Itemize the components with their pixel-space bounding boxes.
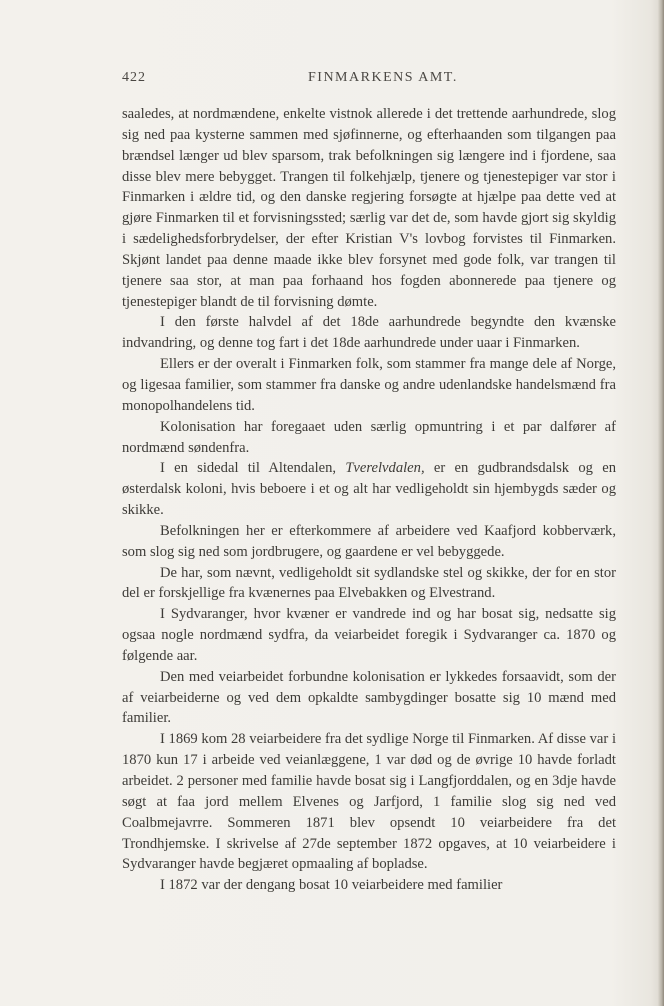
paragraph-text: er en gudbrandsdalsk og en østerdalsk koloni, hvis beboere i et og alt har vedligeholdt sin hjembygds sæder og skikke.: [122, 460, 616, 519]
place-name-italic: Tverelvdalen,: [345, 460, 425, 477]
paragraph: I 1869 kom 28 veiarbeidere fra det sydlige Norge til Finmarken. Af disse var i 1870 kun 17 i arbeide ved veianlæggene, 1 var død og de øvrige 10 havde forladt arbeidet. 2 personer med familie havde bosat sig i Langfjorddalen, og en 3dje havde søgt at faa jord mellem Elvenes og Jarfjord, 1 familie slog sig ned ved Coalbmejavrre. Sommeren 1871 blev opsendt 10 veiarbeidere fra det Trondhjemske. I skrivelse af 27de september 1872 opgaves, at 10 veiarbeidere i Sydvaranger havde begjæret opmaaling af bopladse.: [122, 731, 616, 873]
running-title: FINMARKENS AMT.: [308, 70, 458, 85]
paragraph: Den med veiarbeidet forbundne kolonisation er lykkedes forsaavidt, som der af veiarbeiderne og ved dem opkaldte sambygdinger bosatte sig 10 mænd med familier.: [122, 668, 616, 727]
paragraph-text: I en sidedal til Altendalen,: [160, 460, 346, 477]
paragraph: Befolkningen her er efterkommere af arbeidere ved Kaafjord kobberværk, som slog sig ned som jordbrugere, og gaardene er vel bebyggede.: [122, 522, 616, 560]
running-header: [122, 70, 616, 90]
body-text: [122, 104, 616, 896]
paragraph: Ellers er der overalt i Finmarken folk, som stammer fra mange dele af Norge, og ligesaa familier, som stammer fra danske og andre udenlandske handelsmænd fra monopolhandelens tid.: [122, 356, 616, 414]
paragraph: Kolonisation har foregaaet uden særlig opmuntring i et par dalfører af nordmænd søndenfra.: [122, 418, 616, 456]
page-edge: [658, 0, 664, 1006]
paragraph: I Sydvaranger, hvor kvæner er vandrede ind og har bosat sig, nedsatte sig ogsaa nogle nordmænd sydfra, da veiarbeidet foregik i Sydvaranger ca. 1870 og følgende aar.: [122, 606, 616, 664]
paragraph: [122, 458, 616, 521]
paragraph: I den første halvdel af det 18de aarhundrede begyndte den kvænske indvandring, og denne tog fart i det 18de aarhundrede under uaar i Finmarken.: [122, 314, 616, 352]
page-number: 422: [122, 70, 146, 85]
paragraph: saaledes, at nordmændene, enkelte vistnok allerede i det trettende aarhundrede, slog sig ned paa kysterne sammen med sjøfinnerne, og efterhaanden som tilgangen paa brændsel længer ud blev sparsom, trak befolkningen sig længere ind i fjordene, saa disse blev mere bebygget. Trangen til folkehjælp, tjenere og tjenestepiger var stor i Finmarken i ældre tid, og den danske regjering forsøgte at hjælpe paa dette ved at gjøre Finmarken til et forvisningssted; særlig var det de, som havde gjort sig skyldig i sædelighedsforbrydelser, der efter Kristian V's lovbog forvistes til Finmarken. Skjønt landet paa denne maade ikke blev forsynet med gode folk, var trangen til tjenere saa stor, at man paa forhaand hos fogden abonnerede paa tjenere og tjenestepiger blandt de til forvisning dømte.: [122, 106, 616, 310]
paragraph: De har, som nævnt, vedligeholdt sit sydlandske stel og skikke, der for en stor del er forskjellige fra kvænernes paa Elvebakken og Elvestrand.: [122, 564, 616, 602]
paragraph: I 1872 var der dengang bosat 10 veiarbeidere med familier: [160, 877, 503, 894]
